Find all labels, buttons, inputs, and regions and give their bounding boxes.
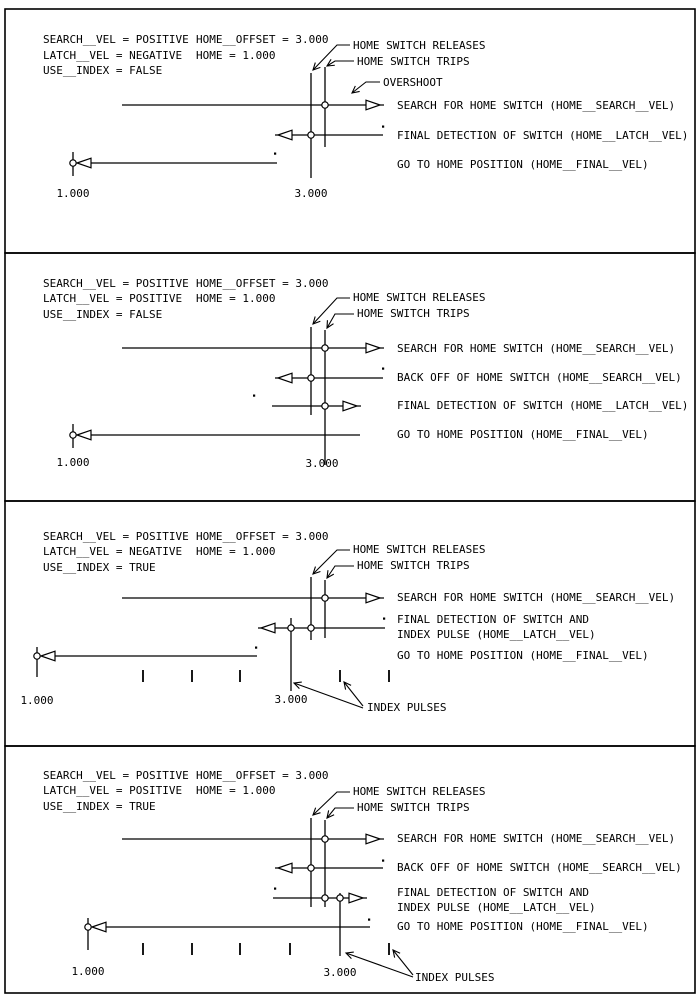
p2-label-final-step: FINAL DETECTION OF SWITCH (HOME__LATCH__VEL) (397, 399, 689, 412)
p3-param-use-index: USE__INDEX = TRUE (43, 560, 156, 574)
p1-label-search-step: SEARCH FOR HOME SWITCH (HOME__SEARCH__VEL) (397, 99, 676, 112)
p1-scale-label-offset: 3.000 (294, 187, 328, 200)
p4-scale-label-home: 1.000 (71, 965, 105, 978)
p4-param-home-offset: HOME__OFFSET = 3.000 (196, 768, 329, 782)
p1-param-home: HOME = 1.000 (196, 48, 276, 62)
p1-param-use-index: USE__INDEX = FALSE (43, 64, 163, 77)
p3-param-home: HOME = 1.000 (196, 545, 276, 558)
p1-callout-overshoot: OVERSHOOT (383, 76, 443, 89)
p1-param-home-offset: HOME__OFFSET = 3.000 (196, 33, 329, 46)
p3-label-final-step-line1: FINAL DETECTION OF SWITCH AND (397, 613, 590, 626)
p4-label-final-step-line2: INDEX PULSE (HOME__LATCH__VEL) (397, 901, 596, 914)
panel2-linework (70, 298, 384, 465)
p4-label-backoff-step: BACK OFF OF HOME SWITCH (HOME__SEARCH__VEL) (397, 861, 682, 874)
p3-param-latch-vel: LATCH__VEL = NEGATIVE (43, 545, 183, 558)
p1-label-final-step: FINAL DETECTION OF SWITCH (HOME__LATCH__VEL) (397, 129, 689, 142)
p1-label-gohome-step: GO TO HOME POSITION (HOME__FINAL__VEL) (397, 158, 649, 171)
p1-param-latch-vel: LATCH__VEL = NEGATIVE (43, 48, 183, 62)
p1-callout-home-switch-releases: HOME SWITCH RELEASES (353, 39, 486, 52)
p3-param-search-vel: SEARCH__VEL = POSITIVE (43, 529, 189, 543)
p4-param-search-vel: SEARCH__VEL = POSITIVE (43, 768, 189, 782)
p4-label-search-step: SEARCH FOR HOME SWITCH (HOME__SEARCH__VEL) (397, 832, 676, 845)
p1-callout-home-switch-trips: HOME SWITCH TRIPS (357, 55, 470, 68)
p2-param-use-index: USE__INDEX = FALSE (43, 307, 163, 321)
panel4-linework (85, 792, 413, 977)
p2-callout-home-switch-trips: HOME SWITCH TRIPS (357, 307, 470, 320)
panel3-index-ticks (143, 670, 389, 682)
p2-scale-label-home: 1.000 (56, 456, 90, 469)
p4-scale-label-offset: 3.000 (323, 966, 357, 979)
panel4-index-ticks (143, 943, 389, 955)
p2-label-search-step: SEARCH FOR HOME SWITCH (HOME__SEARCH__VEL) (397, 342, 676, 355)
p2-callout-home-switch-releases: HOME SWITCH RELEASES (353, 291, 486, 304)
p2-label-gohome-step: GO TO HOME POSITION (HOME__FINAL__VEL) (397, 428, 649, 441)
p4-param-home: HOME = 1.000 (196, 784, 276, 797)
p1-param-search-vel: SEARCH__VEL = POSITIVE (43, 33, 189, 46)
p4-callout-home-switch-trips: HOME SWITCH TRIPS (357, 801, 470, 814)
p4-label-gohome-step: GO TO HOME POSITION (HOME__FINAL__VEL) (397, 920, 649, 933)
p2-label-backoff-step: BACK OFF OF HOME SWITCH (HOME__SEARCH__VEL) (397, 371, 682, 384)
p2-param-search-vel: SEARCH__VEL = POSITIVE (43, 276, 189, 290)
p3-label-gohome-step: GO TO HOME POSITION (HOME__FINAL__VEL) (397, 649, 649, 662)
p3-label-search-step: SEARCH FOR HOME SWITCH (HOME__SEARCH__VEL) (397, 591, 676, 604)
p2-param-latch-vel: LATCH__VEL = POSITIVE (43, 292, 183, 305)
p4-param-use-index: USE__INDEX = TRUE (43, 799, 156, 813)
p4-label-index-pulses: INDEX PULSES (415, 971, 495, 984)
p3-callout-home-switch-releases: HOME SWITCH RELEASES (353, 543, 486, 556)
p3-scale-label-offset: 3.000 (274, 693, 308, 706)
p1-scale-label-home: 1.000 (56, 187, 90, 200)
p3-label-final-step-line2: INDEX PULSE (HOME__LATCH__VEL) (397, 628, 596, 641)
p4-callout-home-switch-releases: HOME SWITCH RELEASES (353, 785, 486, 798)
p2-param-home-offset: HOME__OFFSET = 3.000 (196, 276, 329, 290)
p4-label-final-step-line1: FINAL DETECTION OF SWITCH AND (397, 886, 590, 899)
p2-param-home: HOME = 1.000 (196, 292, 276, 305)
p3-scale-label-home: 1.000 (20, 694, 54, 707)
p2-scale-label-offset: 3.000 (305, 457, 339, 470)
p3-callout-home-switch-trips: HOME SWITCH TRIPS (357, 559, 470, 572)
p4-param-latch-vel: LATCH__VEL = POSITIVE (43, 784, 183, 797)
p3-param-home-offset: HOME__OFFSET = 3.000 (196, 529, 329, 543)
p3-label-index-pulses: INDEX PULSES (367, 701, 447, 714)
